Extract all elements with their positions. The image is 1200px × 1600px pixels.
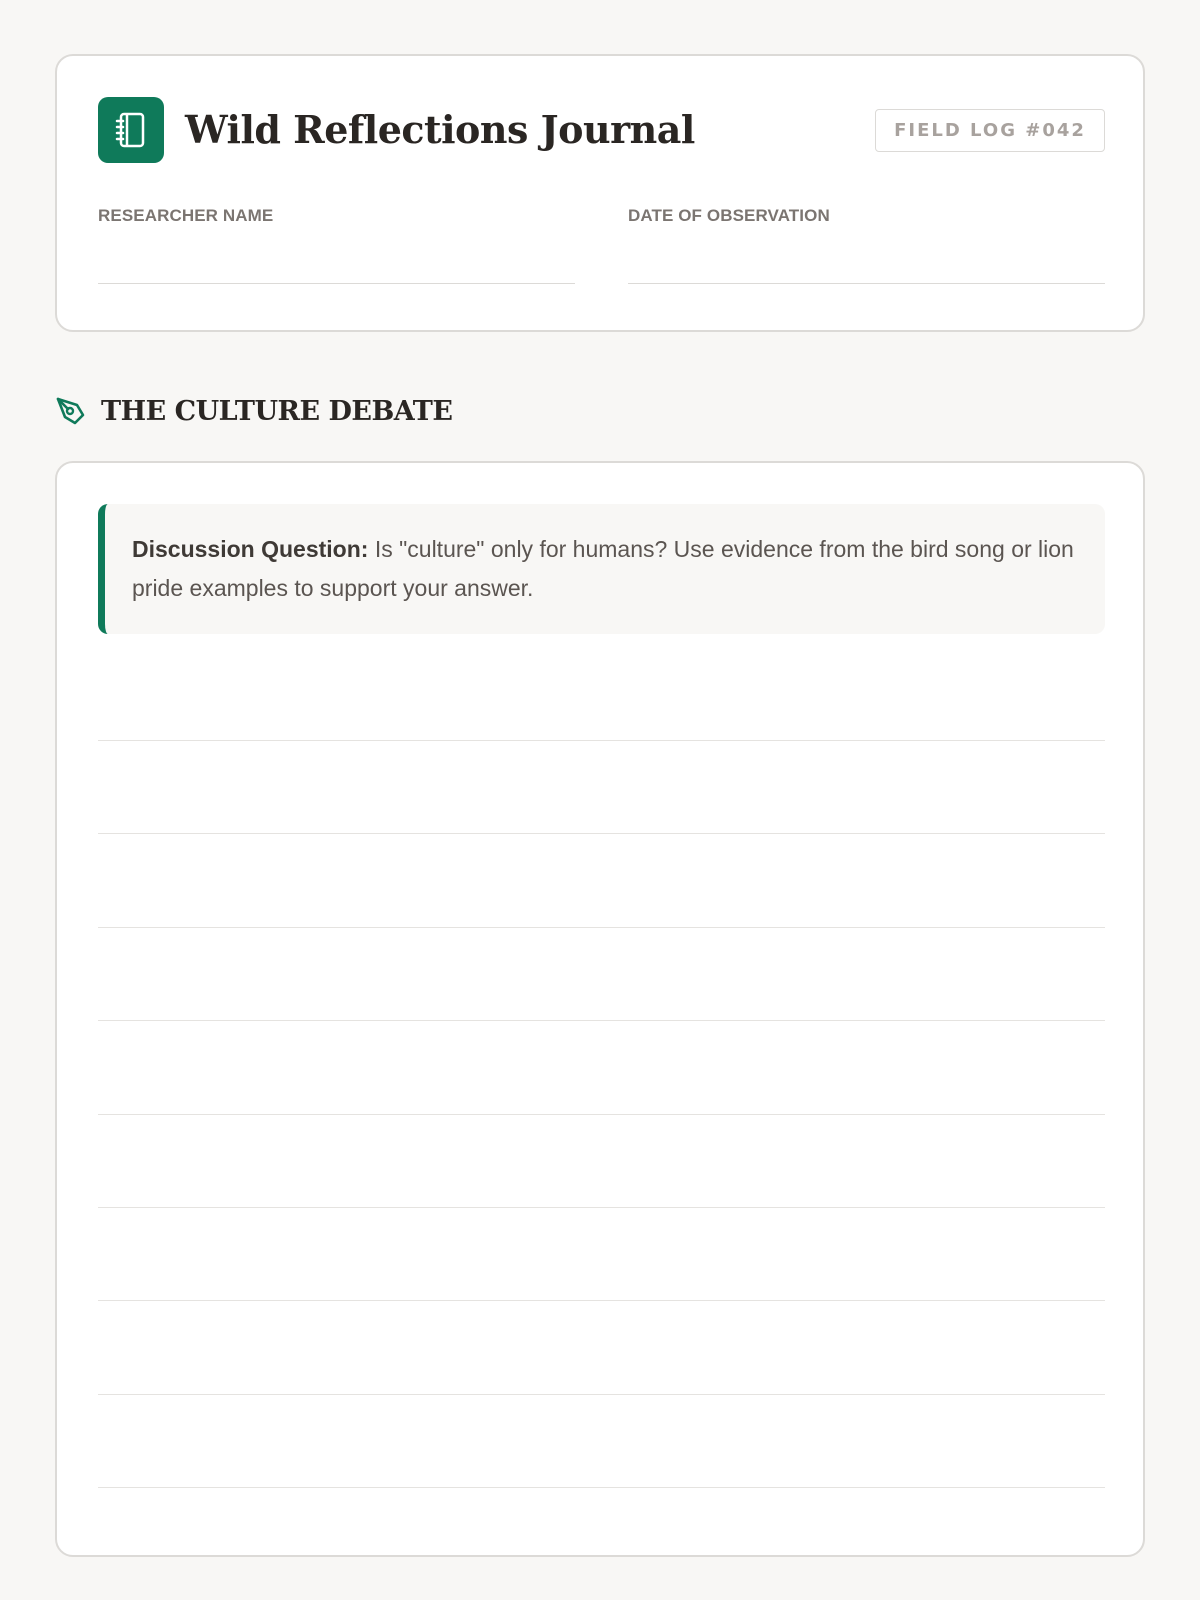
writing-line[interactable] <box>98 1114 1105 1115</box>
writing-line[interactable] <box>98 740 1105 741</box>
discussion-question-text: Is "culture" only for humans? Use evidence from the bird song or lion pride examples to support your answer. <box>132 536 1074 601</box>
discussion-card <box>55 461 1145 1557</box>
writing-line[interactable] <box>98 1207 1105 1208</box>
section-title: THE CULTURE DEBATE <box>101 395 453 427</box>
writing-line[interactable] <box>98 833 1105 834</box>
writing-line[interactable] <box>98 1487 1105 1488</box>
researcher-name-input-line[interactable] <box>98 283 575 284</box>
date-of-observation-field[interactable] <box>628 206 1105 284</box>
discussion-question-label: Discussion Question: <box>132 536 369 562</box>
discussion-question-box <box>98 504 1105 634</box>
writing-line[interactable] <box>98 1394 1105 1395</box>
journal-header-card <box>55 54 1145 332</box>
writing-line[interactable] <box>98 1300 1105 1301</box>
writing-line[interactable] <box>98 1020 1105 1021</box>
writing-line[interactable] <box>98 927 1105 928</box>
researcher-name-field[interactable] <box>98 206 575 284</box>
section-heading <box>55 393 452 429</box>
field-log-badge: FIELD LOG #042 <box>875 109 1105 152</box>
researcher-name-label: RESEARCHER NAME <box>98 206 274 225</box>
date-of-observation-input-line[interactable] <box>628 283 1105 284</box>
pen-nib-icon <box>55 395 87 427</box>
journal-title: Wild Reflections Journal <box>185 107 695 152</box>
date-of-observation-label: DATE OF OBSERVATION <box>628 206 830 225</box>
notebook-icon <box>98 97 164 163</box>
